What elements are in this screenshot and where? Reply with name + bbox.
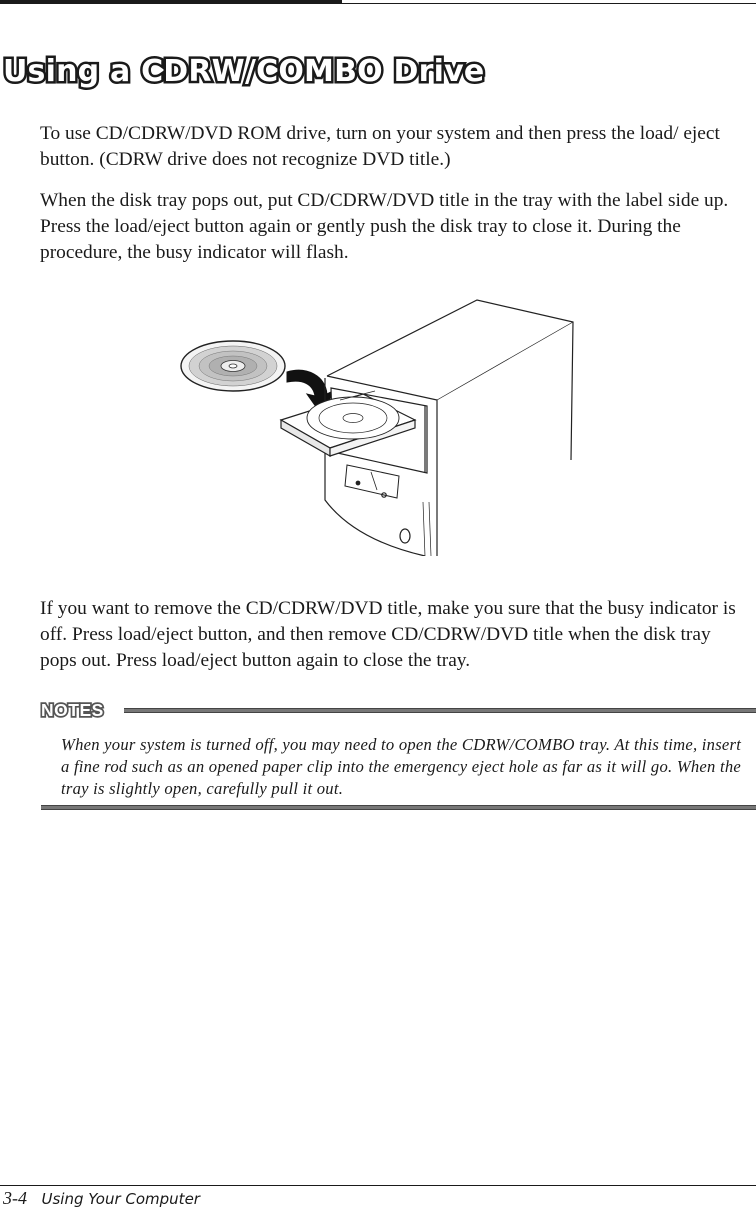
notes-label: NOTES [41, 700, 104, 720]
notes-rule-bottom [41, 805, 756, 810]
page-number: 3-4 [3, 1188, 27, 1208]
notes-rule-top [124, 708, 756, 713]
paragraph-intro: To use CD/CDRW/DVD ROM drive, turn on your system and then press the load/ eject button. (CDRW drive does not recognize DVD title.) [40, 123, 720, 170]
paragraph-remove-disc: If you want to remove the CD/CDRW/DVD title, make you sure that the busy indicator is off. Press load/eject button, and then remove CD/CDRW/DVD title when the disk tray pops out. Press load/eject button again to close the tray. [40, 598, 736, 671]
page-title: Using a CDRW/COMBO Drive [3, 54, 485, 89]
header-rule-thick [0, 0, 342, 4]
disc-icon [181, 341, 285, 391]
page-footer [3, 1188, 200, 1209]
paragraph-insert-disc: When the disk tray pops out, put CD/CDRW/DVD title in the tray with the label side up. Press the load/eject button again or gently push the disk tray to close it. During the procedure, the busy indicator will flash. [40, 190, 729, 263]
notes-text: When your system is turned off, you may need to open the CDRW/COMBO tray. At this time, insert a fine rod such as an opened paper clip into the emergency eject hole as far as it will go. When the tray is slightly open, carefully pull it out. [61, 735, 742, 798]
chapter-title: Using Your Computer [41, 1190, 200, 1208]
header-rule-thin [342, 3, 756, 4]
footer-rule [0, 1185, 756, 1186]
cd-insertion-illustration [175, 290, 575, 556]
